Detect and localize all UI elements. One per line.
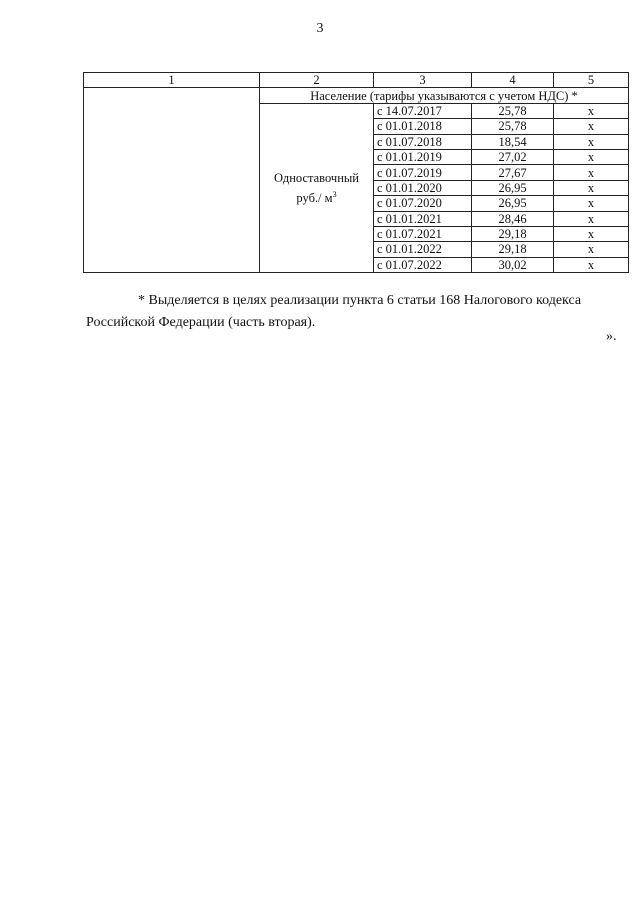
footnote-line-1: * Выделяется в целях реализации пункта 6 статьи 168 Налогового кодекса — [138, 293, 582, 308]
period-cell: с 01.07.2020 — [374, 196, 472, 211]
col5-cell: х — [554, 242, 629, 257]
period-cell: с 01.01.2019 — [374, 149, 472, 164]
period-cell: с 01.01.2022 — [374, 242, 472, 257]
footnote — [86, 290, 628, 334]
section-title: Население (тарифы указываются с учетом НДС) * — [260, 88, 629, 103]
col5-cell: х — [554, 211, 629, 226]
header-col-4: 4 — [472, 73, 554, 88]
period-cell: с 01.07.2022 — [374, 257, 472, 272]
value-cell: 28,46 — [472, 211, 554, 226]
col5-cell: х — [554, 257, 629, 272]
table-header-row — [84, 73, 629, 88]
value-cell: 27,02 — [472, 149, 554, 164]
col5-cell: х — [554, 180, 629, 195]
period-cell: с 01.07.2021 — [374, 226, 472, 241]
col5-cell: х — [554, 226, 629, 241]
value-cell: 26,95 — [472, 180, 554, 195]
value-cell: 18,54 — [472, 134, 554, 149]
value-cell: 29,18 — [472, 242, 554, 257]
empty-first-column-cell — [84, 88, 260, 273]
col5-cell: х — [554, 149, 629, 164]
period-cell: с 01.01.2021 — [374, 211, 472, 226]
col5-cell: х — [554, 165, 629, 180]
value-cell: 26,95 — [472, 196, 554, 211]
period-cell: с 01.01.2018 — [374, 119, 472, 134]
period-cell: с 01.07.2018 — [374, 134, 472, 149]
period-cell: с 01.07.2019 — [374, 165, 472, 180]
footnote-line-2: Российской Федерации (часть вторая). — [86, 315, 316, 330]
value-cell: 29,18 — [472, 226, 554, 241]
header-col-2: 2 — [260, 73, 374, 88]
value-cell: 25,78 — [472, 119, 554, 134]
header-col-5: 5 — [554, 73, 629, 88]
value-cell: 30,02 — [472, 257, 554, 272]
tariff-table — [83, 72, 629, 273]
tariff-type: Одноставочный — [274, 171, 359, 186]
section-row — [84, 88, 629, 103]
period-cell: с 14.07.2017 — [374, 103, 472, 118]
header-col-1: 1 — [84, 73, 260, 88]
unit-label: руб./ $м^3$ — [296, 189, 337, 205]
col5-cell: х — [554, 196, 629, 211]
page-number: 3 — [316, 21, 324, 36]
header-col-3: 3 — [374, 73, 472, 88]
tariff-type-cell — [260, 103, 374, 272]
closing-quote-mark: ». — [606, 329, 617, 344]
period-cell: с 01.01.2020 — [374, 180, 472, 195]
col5-cell: х — [554, 134, 629, 149]
value-cell: 27,67 — [472, 165, 554, 180]
col5-cell: х — [554, 103, 629, 118]
col5-cell: х — [554, 119, 629, 134]
value-cell: 25,78 — [472, 103, 554, 118]
